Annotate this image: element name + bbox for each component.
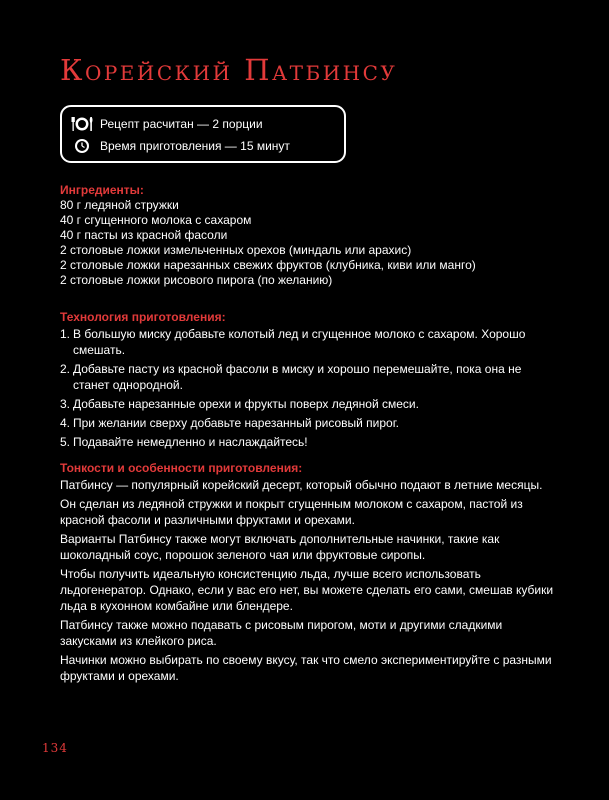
tips-section [60,461,560,687]
step-text: В большую миску добавьте колотый лед и сгущенное молоко с сахаром. Хорошо смешать. [73,327,526,357]
tips-heading: Тонкости и особенности приготовления: [60,461,303,475]
servings-row [71,115,263,133]
method-section [60,310,560,453]
ingredients-heading: Ингредиенты: [60,183,144,197]
ingredient-item: 40 г сгущенного молока с сахаром [60,213,252,227]
method-step [60,361,560,393]
page-title: Корейский Патбинсу [60,53,398,87]
step-text: Добавьте пасту из красной фасоли в миску и хорошо перемешайте, пока она не станет однородной. [73,362,522,392]
step-text: При желании сверху добавьте нарезанный рисовый пирог. [73,416,399,430]
step-number: 4. [60,416,71,430]
ingredient-item: 2 столовые ложки измельченных орехов (миндаль или арахис) [60,243,412,257]
plate-cutlery-icon [71,115,93,133]
step-text: Добавьте нарезанные орехи и фрукты поверх ледяной смеси. [73,397,419,411]
ingredients-section [60,183,560,288]
tip-paragraph: Чтобы получить идеальную консистенцию льда, лучше всего использовать льдогенератор. Однако, если у вас его нет, вы можете сделать его сами, смешав кубики льда в кухонном комбайне или блендере. [60,567,554,613]
method-step [60,415,560,431]
recipe-info-box [60,105,346,163]
time-text: Время приготовления — 15 минут [100,139,290,153]
method-step [60,326,560,358]
tip-paragraph: Патбинсу также можно подавать с рисовым пирогом, моти и другими сладкими закусками из клейкого риса. [60,618,503,648]
tip-paragraph: Он сделан из ледяной стружки и покрыт сгущенным молоком с сахаром, пастой из красной фасоли и различными фруктами и орехами. [60,497,523,527]
method-step [60,434,560,450]
page-number: 134 [42,741,68,755]
tip-paragraph: Варианты Патбинсу также могут включать дополнительные начинки, такие как шоколадный соус, порошок зеленого чая или фруктовые сиропы. [60,532,500,562]
method-heading: Технология приготовления: [60,310,226,324]
servings-text: Рецепт расчитан — 2 порции [100,117,263,131]
ingredient-item: 80 г ледяной стружки [60,198,179,212]
tip-paragraph: Начинки можно выбирать по своему вкусу, так что смело экспериментируйте с разными фруктами и орехами. [60,653,552,683]
step-number: 3. [60,397,71,411]
step-number: 1. [60,327,71,341]
step-number: 5. [60,435,71,449]
ingredient-item: 2 столовые ложки нарезанных свежих фруктов (клубника, киви или манго) [60,258,476,272]
step-number: 2. [60,362,71,376]
method-steps [60,326,560,450]
time-row [71,137,290,155]
ingredient-item: 2 столовые ложки рисового пирога (по желанию) [60,273,333,287]
ingredient-item: 40 г пасты из красной фасоли [60,228,228,242]
method-step [60,396,560,412]
clock-icon [71,137,93,155]
tip-paragraph: Патбинсу — популярный корейский десерт, который обычно подают в летние месяцы. [60,478,543,492]
step-text: Подавайте немедленно и наслаждайтесь! [73,435,308,449]
